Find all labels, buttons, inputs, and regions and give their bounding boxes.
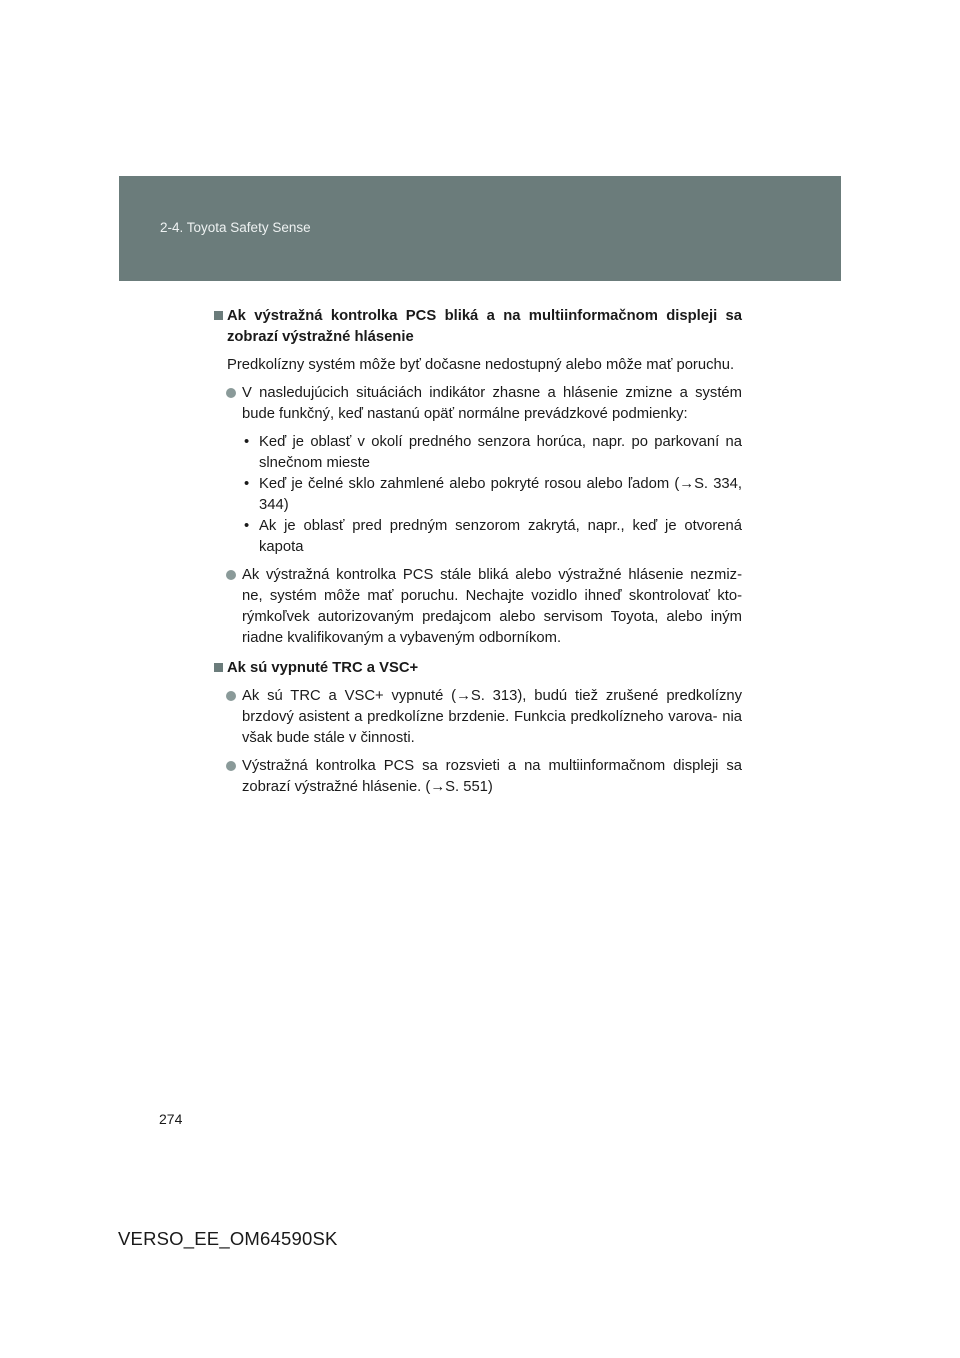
section-heading [214, 306, 742, 348]
document-code: VERSO_EE_OM64590SK [118, 1228, 338, 1249]
square-bullet-icon [214, 663, 223, 672]
list-item [214, 756, 742, 798]
circle-bullet-icon [226, 691, 236, 701]
section-heading-text: Ak výstražná kontrolka PCS bliká a na multiinformačnom displeji sa zobrazí výstražné hlásenie [227, 308, 742, 345]
small-dot-icon: • [244, 434, 250, 450]
circle-bullet-icon [226, 388, 236, 398]
square-bullet-icon [214, 311, 223, 320]
list-item [214, 383, 742, 425]
small-dot-icon: • [244, 518, 250, 534]
sub-list-item [242, 516, 742, 558]
sub-list-item-text: Keď je čelné sklo zahmlené alebo pokryté rosou alebo ľadom (→S. 334, 344) [259, 476, 742, 513]
list-item [214, 686, 742, 749]
small-dot-icon: • [244, 476, 250, 492]
page-number: 274 [159, 1111, 183, 1127]
sub-list-item-text: Keď je oblasť v okolí predného senzora horúca, napr. po parkovaní na slnečnom mieste [259, 434, 742, 471]
list-item-text: Ak sú TRC a VSC+ vypnuté (→S. 313), budú tiež zrušené predkolízny brzdový asistent a predkolízne brzdenie. Funkcia predkolízneho varova- nia však bude stále v činnosti. [242, 688, 742, 746]
circle-bullet-icon [226, 761, 236, 771]
page-content [214, 306, 742, 798]
sub-list-item [242, 474, 742, 516]
section-heading-text: Ak sú vypnuté TRC a VSC+ [227, 660, 419, 676]
intro-paragraph: Predkolízny systém môže byť dočasne nedostupný alebo môže mať poruchu. [227, 357, 735, 373]
list-item-text: Ak výstražná kontrolka PCS stále bliká alebo výstražné hlásenie nezmiz- ne, systém môže mať poruchu. Nechajte vozidlo ihneď skontrolovať kto- rýmkoľvek autorizovaným predajcom alebo servisom Toyota, alebo iným riadne kvalifikovaným a vybaveným odborníkom. [242, 567, 742, 646]
header-band [119, 176, 841, 281]
sub-list [214, 432, 742, 558]
list-item [214, 565, 742, 649]
list-item-text: V nasledujúcich situáciách indikátor zhasne a hlásenie zmizne a systém bude funkčný, keď nastanú opäť normálne prevádzkové podmienky: [242, 385, 742, 422]
section-heading [214, 658, 742, 679]
section-label: 2-4. Toyota Safety Sense [160, 220, 311, 235]
sub-list-item-text: Ak je oblasť pred predným senzorom zakrytá, napr., keď je otvorená kapota [259, 518, 742, 555]
list-item-text: Výstražná kontrolka PCS sa rozsvieti a na multiinformačnom displeji sa zobrazí výstražné hlásenie. (→S. 551) [242, 758, 742, 795]
sub-list-item [242, 432, 742, 474]
circle-bullet-icon [226, 570, 236, 580]
